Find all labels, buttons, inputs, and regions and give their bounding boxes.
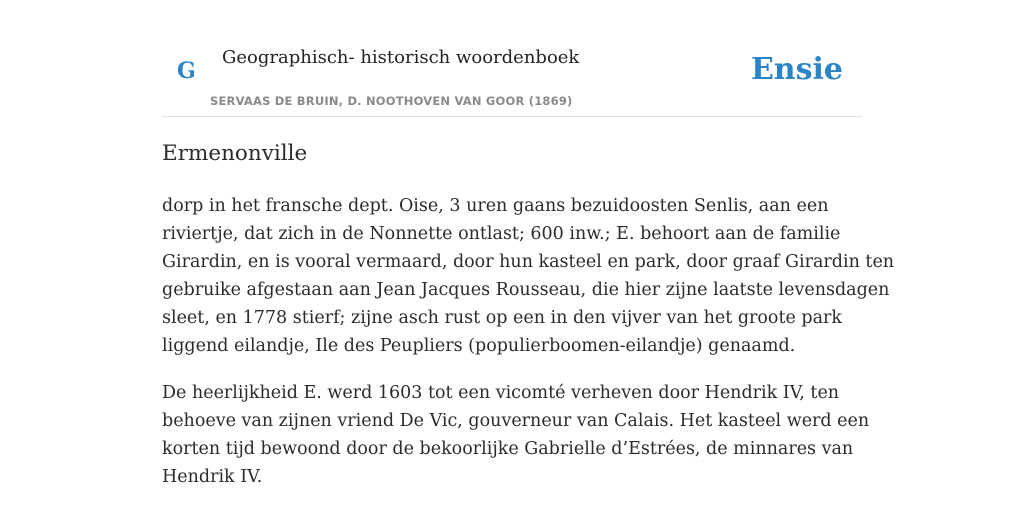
paragraph-line: Hendrik IV. xyxy=(162,467,263,487)
entry-headword: Ermenonville xyxy=(162,141,308,166)
paragraph-line: behoeve van zijnen vriend De Vic, gouverneur van Calais. Het kasteel werd een xyxy=(162,411,870,431)
book-letter-icon: G xyxy=(177,58,196,84)
paragraph-line: riviertje, dat zich in de Nonnette ontlast; 600 inw.; E. behoort aan de familie xyxy=(162,224,841,244)
book-header xyxy=(162,0,862,117)
paragraph-line: Girardin, en is vooral vermaard, door hun kasteel en park, door graaf Girardin ten xyxy=(162,252,895,272)
entry-body xyxy=(162,192,895,510)
paragraph-line: liggend eilandje, Ile des Peupliers (populierboomen-eilandje) genaamd. xyxy=(162,336,796,356)
paragraph-line: De heerlijkheid E. werd 1603 tot een vicomté verheven door Hendrik IV, ten xyxy=(162,383,840,403)
ensie-logo-link[interactable]: Ensie xyxy=(750,52,843,87)
paragraph-line: korten tijd bewoond door de bekoorlijke Gabrielle d’Estrées, de minnares van xyxy=(162,439,854,459)
paragraph-line: dorp in het fransche dept. Oise, 3 uren gaans bezuidoosten Senlis, aan een xyxy=(162,196,829,216)
paragraph-line: gebruike afgestaan aan Jean Jacques Rousseau, die hier zijne laatste levensdagen xyxy=(162,280,890,300)
entry-paragraph xyxy=(162,379,870,491)
book-author: SERVAAS DE BRUIN, D. NOOTHOVEN VAN GOOR (1869) xyxy=(210,94,573,108)
paragraph-line: sleet, en 1778 stierf; zijne asch rust op een in den vijver van het groote park xyxy=(162,308,843,328)
entry-paragraph xyxy=(162,192,895,360)
book-title[interactable]: Geographisch- historisch woordenboek xyxy=(222,47,580,68)
